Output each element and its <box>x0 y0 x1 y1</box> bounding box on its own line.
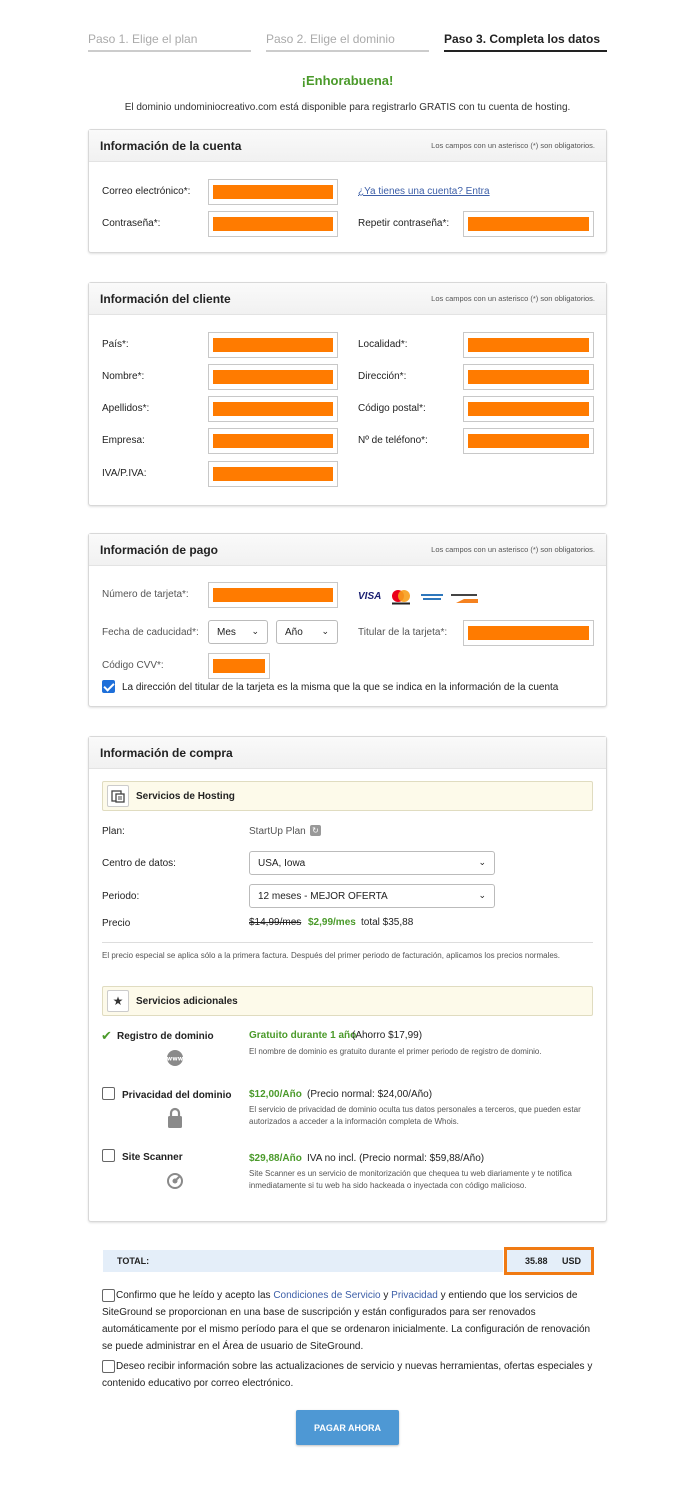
terms-and: y <box>380 1290 392 1301</box>
surname-field[interactable] <box>208 396 338 422</box>
purchase-panel-title: Información de compra <box>100 746 233 760</box>
visa-icon: VISA <box>358 591 382 602</box>
www-icon <box>166 1049 184 1067</box>
postal-label: Código postal*: <box>358 403 426 414</box>
privacy-checkbox[interactable] <box>102 1087 115 1100</box>
name-redaction <box>213 370 333 384</box>
password-redaction <box>213 217 333 231</box>
extra-description: Site Scanner es un servicio de monitorización que chequea tu web diariamente y te notifica inmediatamente si tu web ha sido hackeada o inyectada con código malicioso. <box>249 1169 572 1190</box>
terms-suffix: y entiendo que los servicios de SiteGround se proporcionan en una base de suscripción y están configurados para ser renovados automáticamente por el mismo período para el que se ordenaron inicialmente. La configuración de renovación se puede administrar en el Área de usuario de SiteGround. <box>102 1290 591 1352</box>
phone-label: Nº de teléfono*: <box>358 435 428 446</box>
total-label: TOTAL: <box>117 1256 150 1266</box>
email-label: Correo electrónico*: <box>102 186 191 197</box>
svg-text:www: www <box>166 1055 184 1063</box>
payment-panel-header <box>89 534 606 566</box>
server-icon <box>107 785 129 807</box>
congrats-heading: ¡Enhorabuena! <box>301 73 394 88</box>
expiry-label: Fecha de caducidad*: <box>102 627 199 638</box>
privacy-link[interactable]: Privacidad <box>391 1290 438 1301</box>
total-amount: 35.88 <box>525 1256 548 1266</box>
account-panel-title: Información de la cuenta <box>100 139 242 153</box>
period-value: 12 meses - MEJOR OFERTA <box>258 891 388 902</box>
country-field[interactable] <box>208 332 338 358</box>
expiry-year-value: Año <box>285 627 303 638</box>
payment-panel <box>88 533 607 707</box>
account-panel <box>88 129 607 253</box>
client-panel <box>88 282 607 506</box>
same-address-label: La dirección del titular de la tarjeta es la misma que la que se indica en la información de la cuenta <box>122 682 559 693</box>
star-icon: ★ <box>107 990 129 1012</box>
extra-description: El nombre de dominio es gratuito durante el primer periodo de registro de dominio. <box>249 1047 542 1056</box>
payment-panel-title: Información de pago <box>100 543 219 557</box>
purchase-panel-header <box>89 737 606 769</box>
extra-services-heading <box>102 986 593 1016</box>
country-redaction <box>213 338 333 352</box>
step-2-label: Paso 2. Elige el dominio <box>266 32 395 46</box>
chevron-down-icon: ⌄ <box>478 857 486 867</box>
required-note: Los campos con un asterisco (*) son obligatorios. <box>431 545 595 554</box>
city-redaction <box>468 338 589 352</box>
mastercard-icon <box>390 588 412 606</box>
extra-name: Privacidad del dominio <box>122 1090 232 1101</box>
extra-name: Site Scanner <box>122 1152 183 1163</box>
surname-label: Apellidos*: <box>102 403 150 414</box>
name-label: Nombre*: <box>102 371 145 382</box>
card-number-field[interactable] <box>208 582 338 608</box>
pay-now-button[interactable]: PAGAR AHORA <box>296 1410 399 1445</box>
lock-icon <box>167 1107 183 1129</box>
phone-redaction <box>468 434 589 448</box>
password-label: Contraseña*: <box>102 218 161 229</box>
hosting-services-heading <box>102 781 593 811</box>
hosting-services-title: Servicios de Hosting <box>136 791 235 802</box>
step-1-underline <box>88 50 251 52</box>
cvv-field[interactable] <box>208 653 270 679</box>
total-amount-box <box>504 1247 594 1275</box>
plan-value: StartUp Plan <box>249 826 306 837</box>
step-1-label: Paso 1. Elige el plan <box>88 32 198 46</box>
period-label: Periodo: <box>102 891 140 902</box>
purchase-panel <box>88 736 607 1222</box>
expiry-month-value: Mes <box>217 627 236 638</box>
price-total: total $35,88 <box>361 917 414 928</box>
address-label: Dirección*: <box>358 371 407 382</box>
extra-price-note: IVA no incl. (Precio normal: $59,88/Año) <box>307 1153 485 1164</box>
postal-redaction <box>468 402 589 416</box>
email-field[interactable] <box>208 179 338 205</box>
extra-description: El servicio de privacidad de dominio oculta tus datos personales a terceros, que pueden estar autorizados a acceder a la información completa de Whois. <box>249 1105 581 1126</box>
divider <box>102 942 593 943</box>
chevron-down-icon: ⌄ <box>478 890 486 900</box>
email-redaction <box>213 185 333 199</box>
plan-label: Plan: <box>102 826 125 837</box>
extra-price-note: (Ahorro $17,99) <box>352 1030 423 1041</box>
price-label: Precio <box>102 918 131 929</box>
client-panel-header <box>89 283 606 315</box>
address-field[interactable] <box>463 364 594 390</box>
extra-price: $12,00/Año <box>249 1089 302 1100</box>
vat-field[interactable] <box>208 461 338 487</box>
password-field[interactable] <box>208 211 338 237</box>
new-price: $2,99/mes <box>308 917 356 928</box>
card-holder-field[interactable] <box>463 620 594 646</box>
company-redaction <box>213 434 333 448</box>
company-label: Empresa: <box>102 435 145 446</box>
extra-name: Registro de dominio <box>117 1031 214 1042</box>
expiry-month-select[interactable] <box>208 620 268 644</box>
tos-link[interactable]: Condiciones de Servicio <box>273 1290 381 1301</box>
step-3[interactable] <box>444 30 607 52</box>
card-holder-redaction <box>468 626 589 640</box>
card-holder-label: Titular de la tarjeta*: <box>358 627 448 638</box>
city-field[interactable] <box>463 332 594 358</box>
scanner-icon <box>166 1172 184 1190</box>
extra-price: $29,88/Año <box>249 1153 302 1164</box>
amex-icon <box>420 588 444 606</box>
extra-price: Gratuito durante 1 año <box>249 1030 357 1041</box>
card-number-label: Número de tarjeta*: <box>102 589 189 600</box>
site-scanner-checkbox[interactable] <box>102 1149 115 1162</box>
terms-text <box>102 1287 597 1355</box>
step-3-underline <box>444 50 607 52</box>
step-2[interactable] <box>266 30 429 52</box>
surname-redaction <box>213 402 333 416</box>
account-panel-header <box>89 130 606 162</box>
datacenter-select[interactable] <box>249 851 495 875</box>
expiry-year-select[interactable] <box>276 620 338 644</box>
datacenter-label: Centro de datos: <box>102 858 176 869</box>
discover-icon <box>450 588 478 606</box>
postal-field[interactable] <box>463 396 594 422</box>
required-note: Los campos con un asterisco (*) son obligatorios. <box>431 294 595 303</box>
company-field[interactable] <box>208 428 338 454</box>
repeat-password-label: Repetir contraseña*: <box>358 218 450 229</box>
included-check-icon: ✔ <box>101 1028 112 1043</box>
same-address-checkbox[interactable] <box>102 680 115 693</box>
chevron-down-icon: ⌄ <box>251 626 259 636</box>
change-plan-icon[interactable]: ↻ <box>310 825 321 836</box>
period-select[interactable] <box>249 884 495 908</box>
name-field[interactable] <box>208 364 338 390</box>
newsletter-text: Deseo recibir información sobre las actualizaciones de servicio y nuevas herramientas, ofertas especiales y contenido educativo por correo electrónico. <box>102 1361 593 1389</box>
step-2-underline <box>266 50 429 52</box>
vat-label: IVA/P.IVA: <box>102 468 147 479</box>
cvv-redaction <box>213 659 265 673</box>
old-price: $14,99/mes <box>249 917 302 928</box>
checkout-steps <box>88 30 607 52</box>
total-currency: USD <box>562 1256 582 1266</box>
vat-redaction <box>213 467 333 481</box>
phone-field[interactable] <box>463 428 594 454</box>
client-panel-title: Información del cliente <box>100 292 231 306</box>
step-1[interactable] <box>88 30 251 52</box>
chevron-down-icon: ⌄ <box>321 626 329 636</box>
country-label: País*: <box>102 339 129 350</box>
required-note: Los campos con un asterisco (*) son obligatorios. <box>431 141 595 150</box>
step-3-label: Paso 3. Completa los datos <box>444 32 601 46</box>
card-number-redaction <box>213 588 333 602</box>
address-redaction <box>468 370 589 384</box>
repeat-password-field[interactable] <box>463 211 594 237</box>
repeat-password-redaction <box>468 217 589 231</box>
special-price-note: El precio especial se aplica sólo a la primera factura. Después del primer periodo de facturación, aplicamos los precios normales. <box>102 951 560 960</box>
have-account-link[interactable]: ¿Ya tienes una cuenta? Entra <box>358 186 490 197</box>
availability-message: El dominio undominiocreativo.com está disponible para registrarlo GRATIS con tu cuenta de hosting. <box>124 102 571 113</box>
cvv-label: Código CVV*: <box>102 660 164 671</box>
city-label: Localidad*: <box>358 339 408 350</box>
total-bar <box>103 1250 503 1272</box>
datacenter-value: USA, Iowa <box>258 858 306 869</box>
extra-services-title: Servicios adicionales <box>136 996 238 1007</box>
extra-price-note: (Precio normal: $24,00/Año) <box>307 1089 433 1100</box>
terms-prefix: Confirmo que he leído y acepto las <box>116 1290 274 1301</box>
